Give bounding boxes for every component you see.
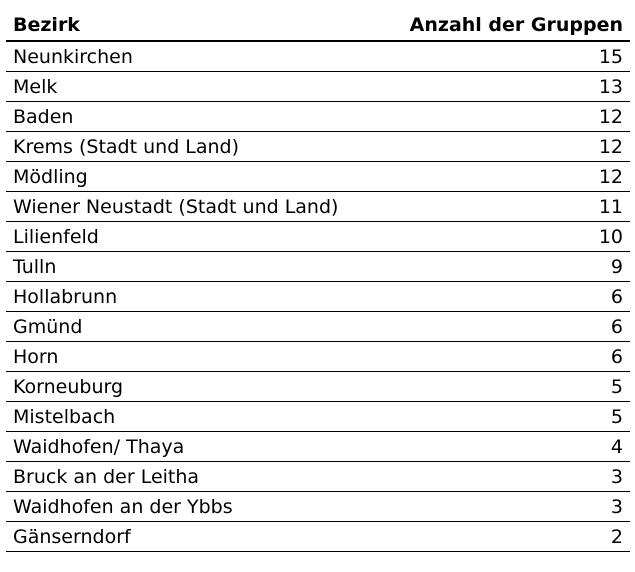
cell-district: Krems (Stadt und Land) <box>6 132 366 162</box>
cell-group-count: 2 <box>366 522 630 552</box>
cell-district: Wiener Neustadt (Stadt und Land) <box>6 192 366 222</box>
table-row <box>6 102 630 132</box>
table-row <box>6 342 630 372</box>
table-body <box>6 41 630 552</box>
cell-district: Mistelbach <box>6 402 366 432</box>
cell-group-count: 12 <box>366 102 630 132</box>
table-row <box>6 252 630 282</box>
cell-district: Mödling <box>6 162 366 192</box>
cell-group-count: 5 <box>366 402 630 432</box>
table-row <box>6 282 630 312</box>
cell-group-count: 3 <box>366 492 630 522</box>
header-row <box>6 10 630 41</box>
table-row <box>6 72 630 102</box>
header-group-count: Anzahl der Gruppen <box>366 10 630 41</box>
cell-district: Gmünd <box>6 312 366 342</box>
table-row <box>6 162 630 192</box>
header-district: Bezirk <box>6 10 366 41</box>
cell-group-count: 11 <box>366 192 630 222</box>
table-row <box>6 462 630 492</box>
cell-group-count: 3 <box>366 462 630 492</box>
cell-group-count: 6 <box>366 312 630 342</box>
cell-group-count: 6 <box>366 282 630 312</box>
table-row <box>6 312 630 342</box>
cell-group-count: 15 <box>366 41 630 72</box>
cell-district: Melk <box>6 72 366 102</box>
cell-group-count: 4 <box>366 432 630 462</box>
table-row <box>6 41 630 72</box>
cell-district: Horn <box>6 342 366 372</box>
table-header <box>6 10 630 41</box>
cell-district: Baden <box>6 102 366 132</box>
cell-group-count: 6 <box>366 342 630 372</box>
cell-district: Waidhofen/ Thaya <box>6 432 366 462</box>
cell-district: Neunkirchen <box>6 41 366 72</box>
cell-district: Bruck an der Leitha <box>6 462 366 492</box>
cell-district: Hollabrunn <box>6 282 366 312</box>
groups-table-container <box>6 10 630 552</box>
table-row <box>6 192 630 222</box>
cell-group-count: 10 <box>366 222 630 252</box>
cell-group-count: 12 <box>366 132 630 162</box>
table-row <box>6 372 630 402</box>
cell-district: Tulln <box>6 252 366 282</box>
table-row <box>6 432 630 462</box>
table-row <box>6 402 630 432</box>
cell-group-count: 12 <box>366 162 630 192</box>
cell-district: Waidhofen an der Ybbs <box>6 492 366 522</box>
groups-by-district-table <box>6 10 630 552</box>
cell-district: Gänserndorf <box>6 522 366 552</box>
cell-group-count: 9 <box>366 252 630 282</box>
cell-district: Korneuburg <box>6 372 366 402</box>
table-row <box>6 222 630 252</box>
table-row <box>6 522 630 552</box>
cell-district: Lilienfeld <box>6 222 366 252</box>
cell-group-count: 13 <box>366 72 630 102</box>
table-row <box>6 132 630 162</box>
cell-group-count: 5 <box>366 372 630 402</box>
table-row <box>6 492 630 522</box>
